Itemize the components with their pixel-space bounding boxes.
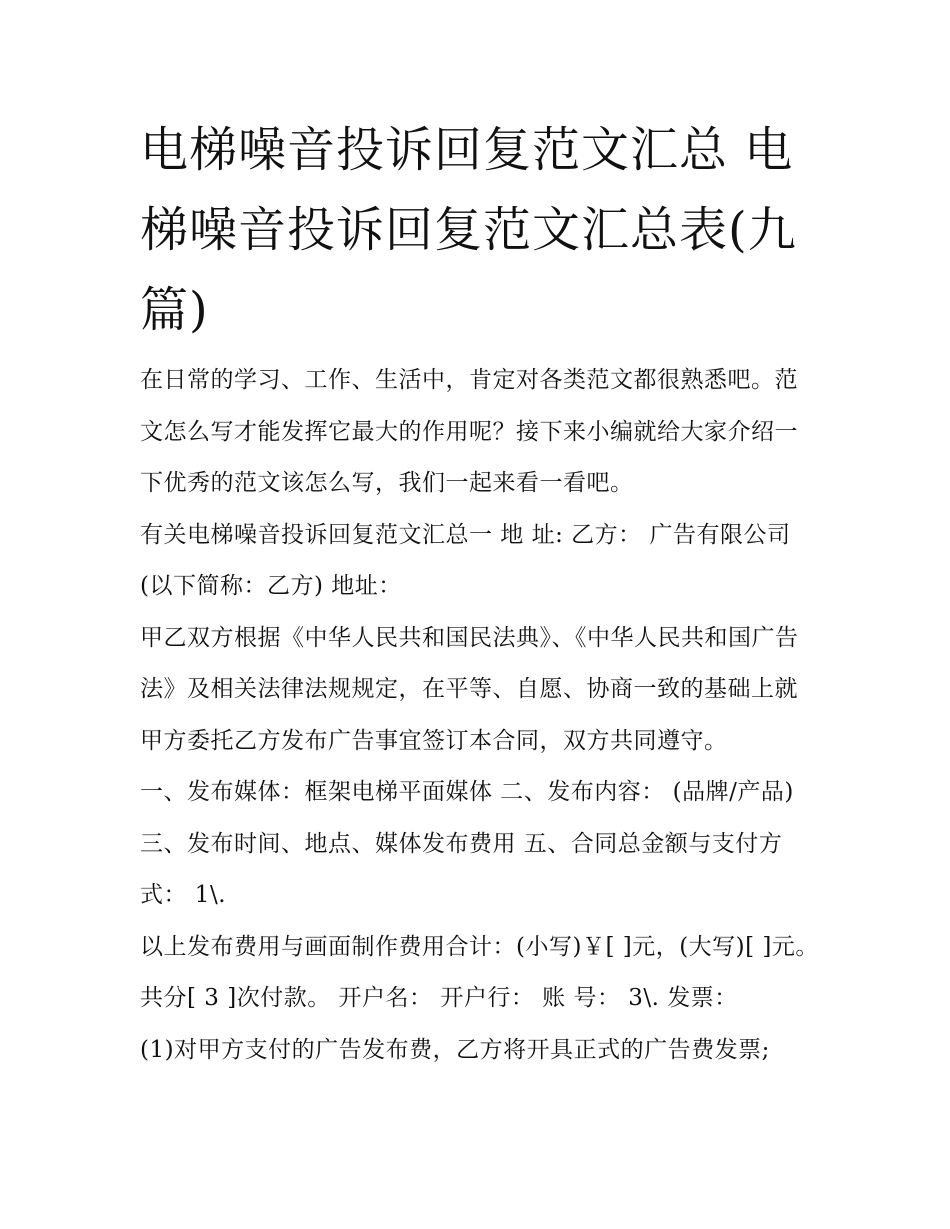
paragraph-payment: 以上发布费用与画面制作费用合计：(小写)￥[ ]元，(大写)[ ]元。 共分[ 3 ]次付款。 开户名： 开户行： 账 号： 3\. 发票： [140,933,819,1011]
document-body [140,355,820,1076]
paragraph-intro: 在日常的学习、工作、生活中，肯定对各类范文都很熟悉吧。范文怎么写才能发挥它最大的作用呢？接下来小编就给大家介绍一下优秀的范文该怎么写，我们一起来看一看吧。 [140,367,798,496]
paragraph-invoice: (1)对甲方支付的广告发布费，乙方将开具正式的广告费发票; [140,1036,770,1063]
paragraph-media: 一、发布媒体：框架电梯平面媒体 二、发布内容： (品牌/产品) 三、发布时间、地点、媒体发布费用 五、合同总金额与支付方式： 1\. [140,779,794,908]
document-title: 电梯噪音投诉回复范文汇总 电梯噪音投诉回复范文汇总表(九篇) [140,122,797,338]
paragraph-address: 有关电梯噪音投诉回复范文汇总一 地 址: 乙方： 广告有限公司(以下简称：乙方) 地址： [140,521,791,599]
paragraph-agreement: 甲乙双方根据《中华人民共和国民法典》、《中华人民共和国广告法》及相关法律法规规定，在平等、自愿、协商一致的基础上就甲方委托乙方发布广告事宜签订本合同，双方共同遵守。 [140,624,799,754]
